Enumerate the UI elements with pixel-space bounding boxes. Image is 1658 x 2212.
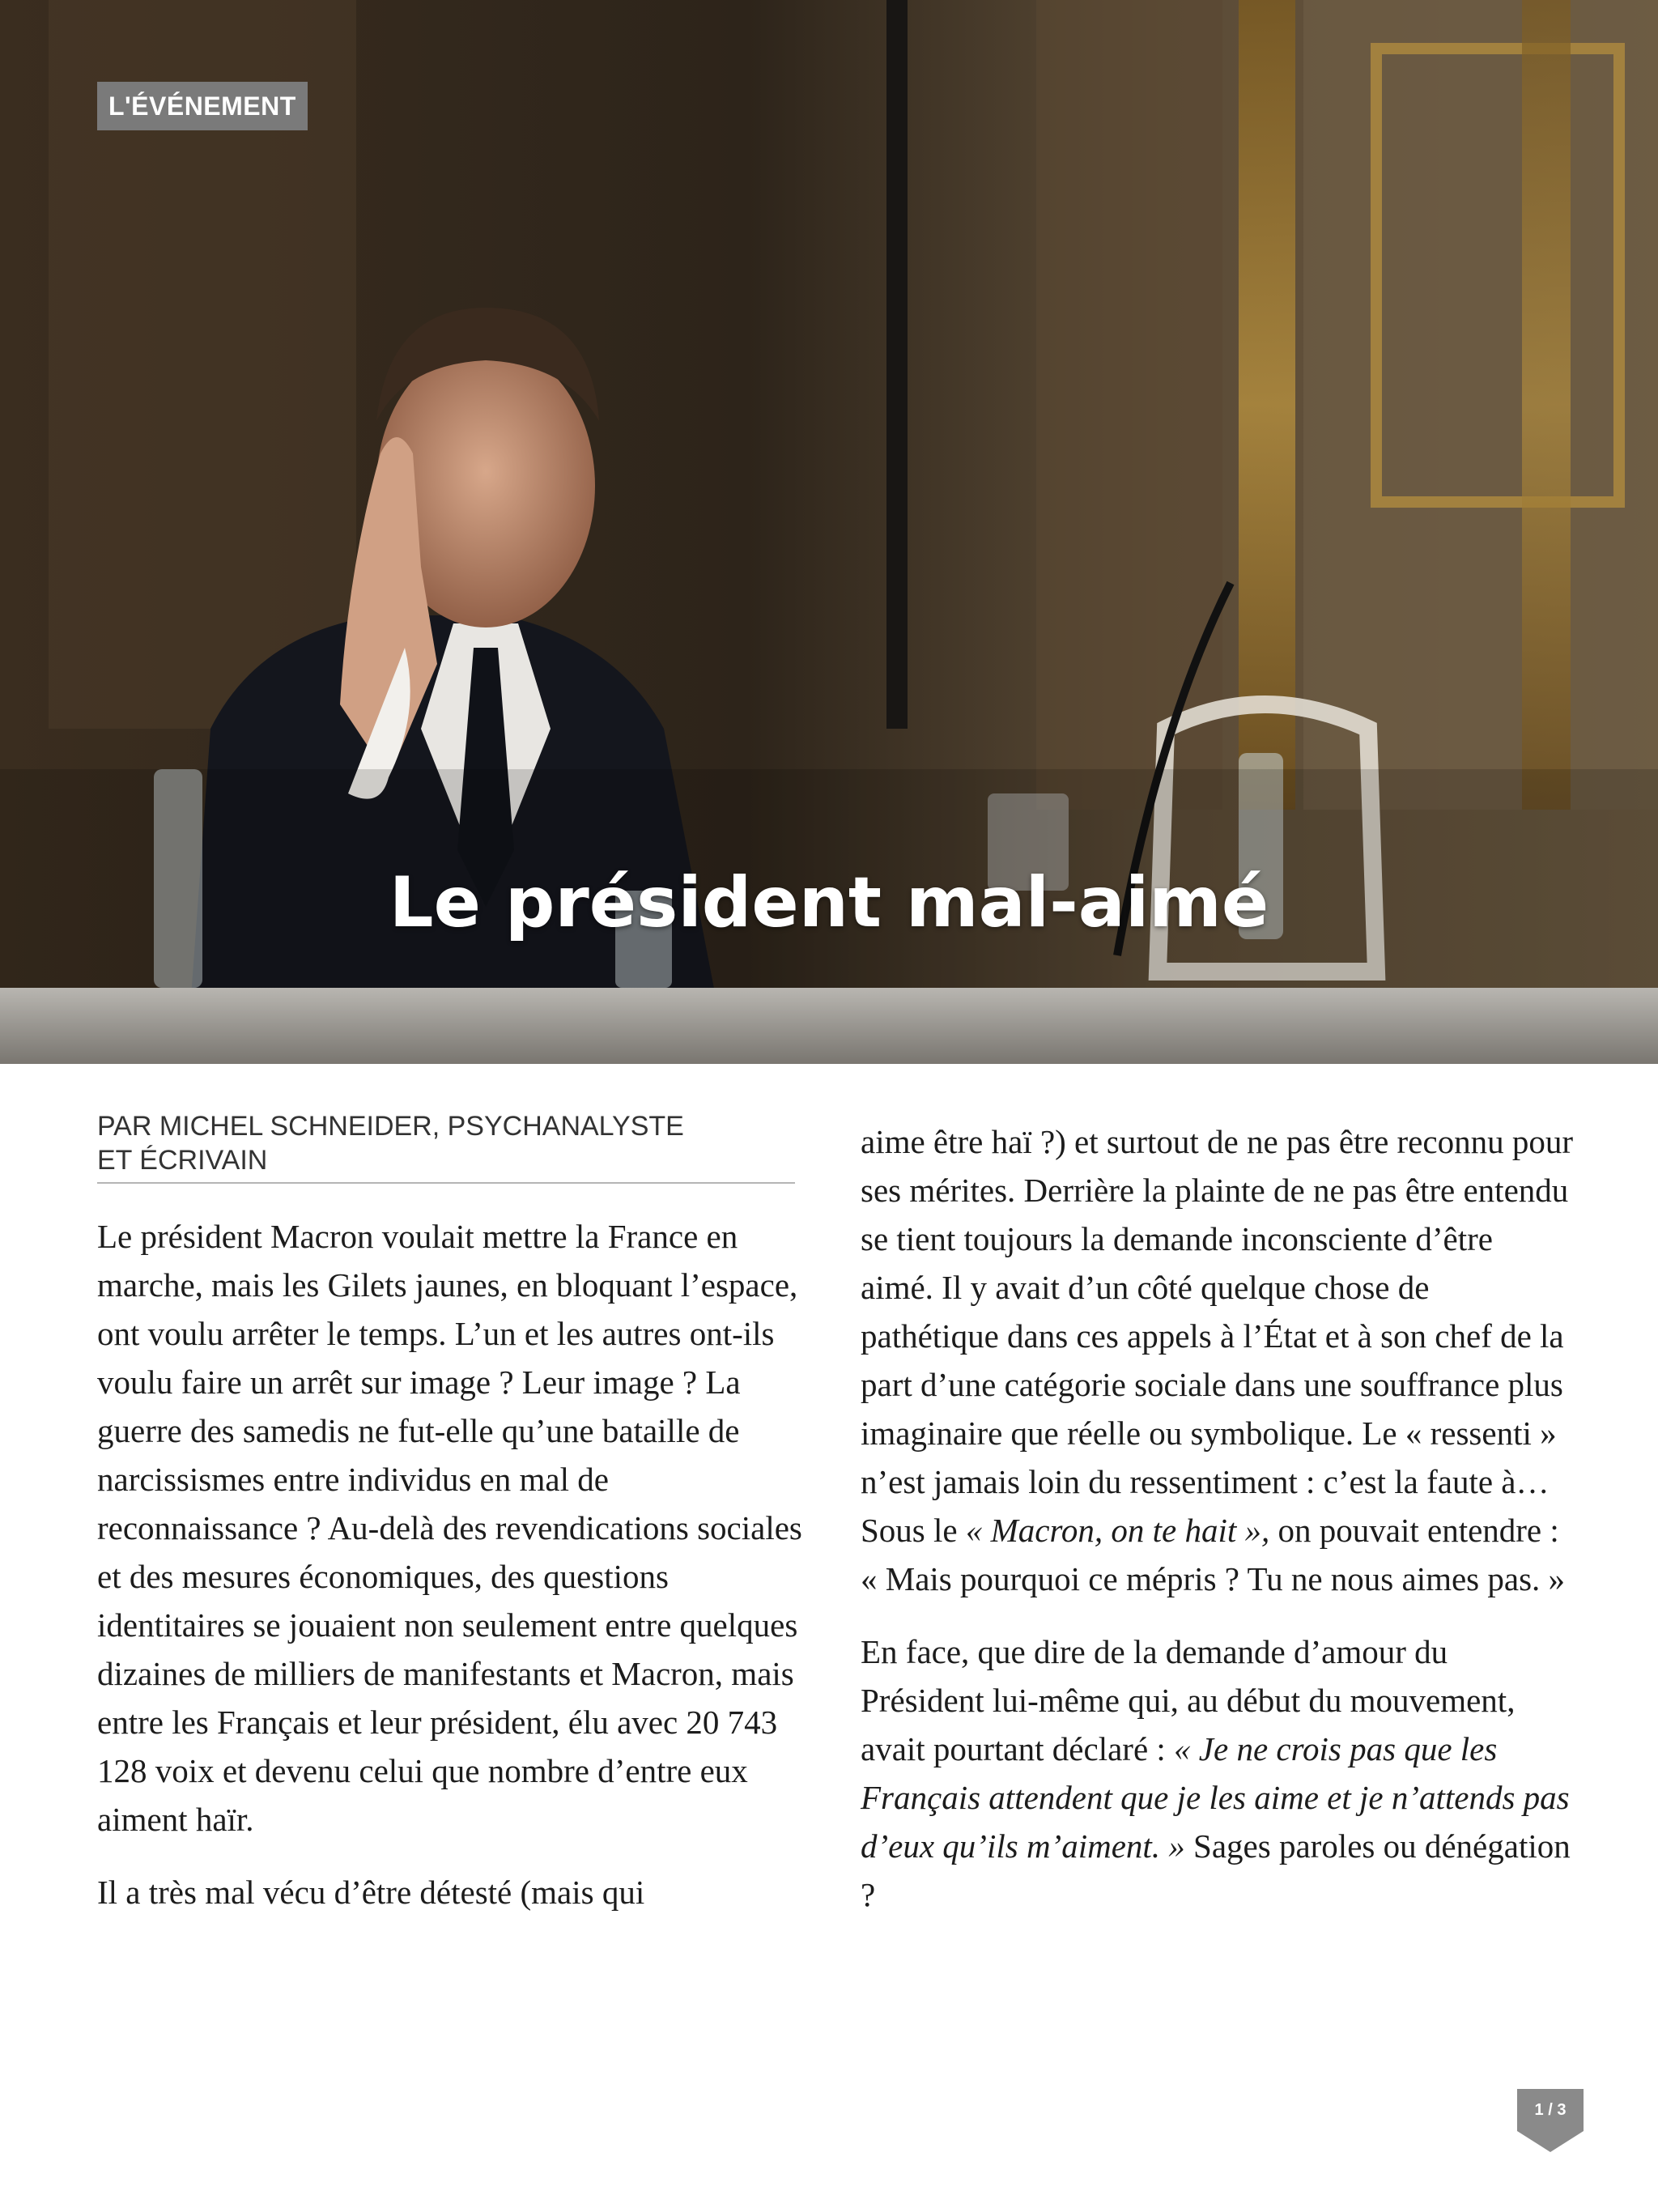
quote-text: « Je ne crois pas que les Français attendent que je les aime et je n’attends pas d’eux qu’ils m’aiment. »: [861, 1730, 1570, 1865]
article-column-right: [861, 1117, 1573, 1943]
paragraph-text: En face, que dire de la demande d’amour du Président lui-même qui, au début du mouvement, avait pourtant déclaré :: [861, 1633, 1516, 1767]
hero-photo: [0, 0, 1658, 1064]
paragraph: [861, 1117, 1573, 1603]
byline: [97, 1109, 795, 1184]
byline-line-2: ET ÉCRIVAIN: [97, 1145, 268, 1176]
page-number: 1 / 3: [1534, 2101, 1567, 2119]
paragraph-text: Sages paroles ou dénégation ?: [861, 1827, 1571, 1913]
paragraph: [861, 1627, 1573, 1919]
paragraph-text: aime être haï ?) et surtout de ne pas être reconnu pour ses mérites. Derrière la plainte de ne pas être entendu se tient toujours la demande inconsciente d’être aimé. Il y avait d’un côté quelque chose de pathétique dans ces appels à l’État et à son chef de la part d’une catégorie sociale dans une souffrance plus imaginaire que réelle ou symbolique. Le « ressenti » n’est jamais loin du ressentiment : c’est la faute à… Sous le: [861, 1123, 1573, 1549]
page-badge-shape-icon: [1517, 2089, 1584, 2152]
quote-text: « Macron, on te hait »,: [965, 1512, 1270, 1549]
paragraph: Le président Macron voulait mettre la France en marche, mais les Gilets jaunes, en bloquant l’espace, ont voulu arrêter le temps. L’un et les autres ont-ils voulu faire un arrêt sur image ? Leur image ? La guerre des samedis ne fut-elle qu’une bataille de narcissismes entre individus en mal de reconnaissance ? Au-delà des revendications sociales et des mesures économiques, des questions identitaires se jouaient non seulement entre quelques dizaines de milliers de manifestants et Macron, mais entre les Français et leur président, élu avec 20 743 128 voix et devenu celui que nombre d’entre eux aiment haïr.: [97, 1218, 802, 1838]
article-headline: Le président mal-aimé: [389, 862, 1269, 943]
byline-line-1: PAR MICHEL SCHNEIDER, PSYCHANALYSTE: [97, 1111, 684, 1142]
article-column-left: [97, 1212, 810, 1941]
paragraph-text: on pouvait entendre : « Mais pourquoi ce mépris ? Tu ne nous aimes pas. »: [861, 1512, 1566, 1597]
paragraph: Il a très mal vécu d’être détesté (mais qui: [97, 1874, 645, 1911]
page-indicator[interactable]: [1517, 2089, 1584, 2152]
section-tag[interactable]: L'ÉVÉNEMENT: [97, 82, 308, 130]
